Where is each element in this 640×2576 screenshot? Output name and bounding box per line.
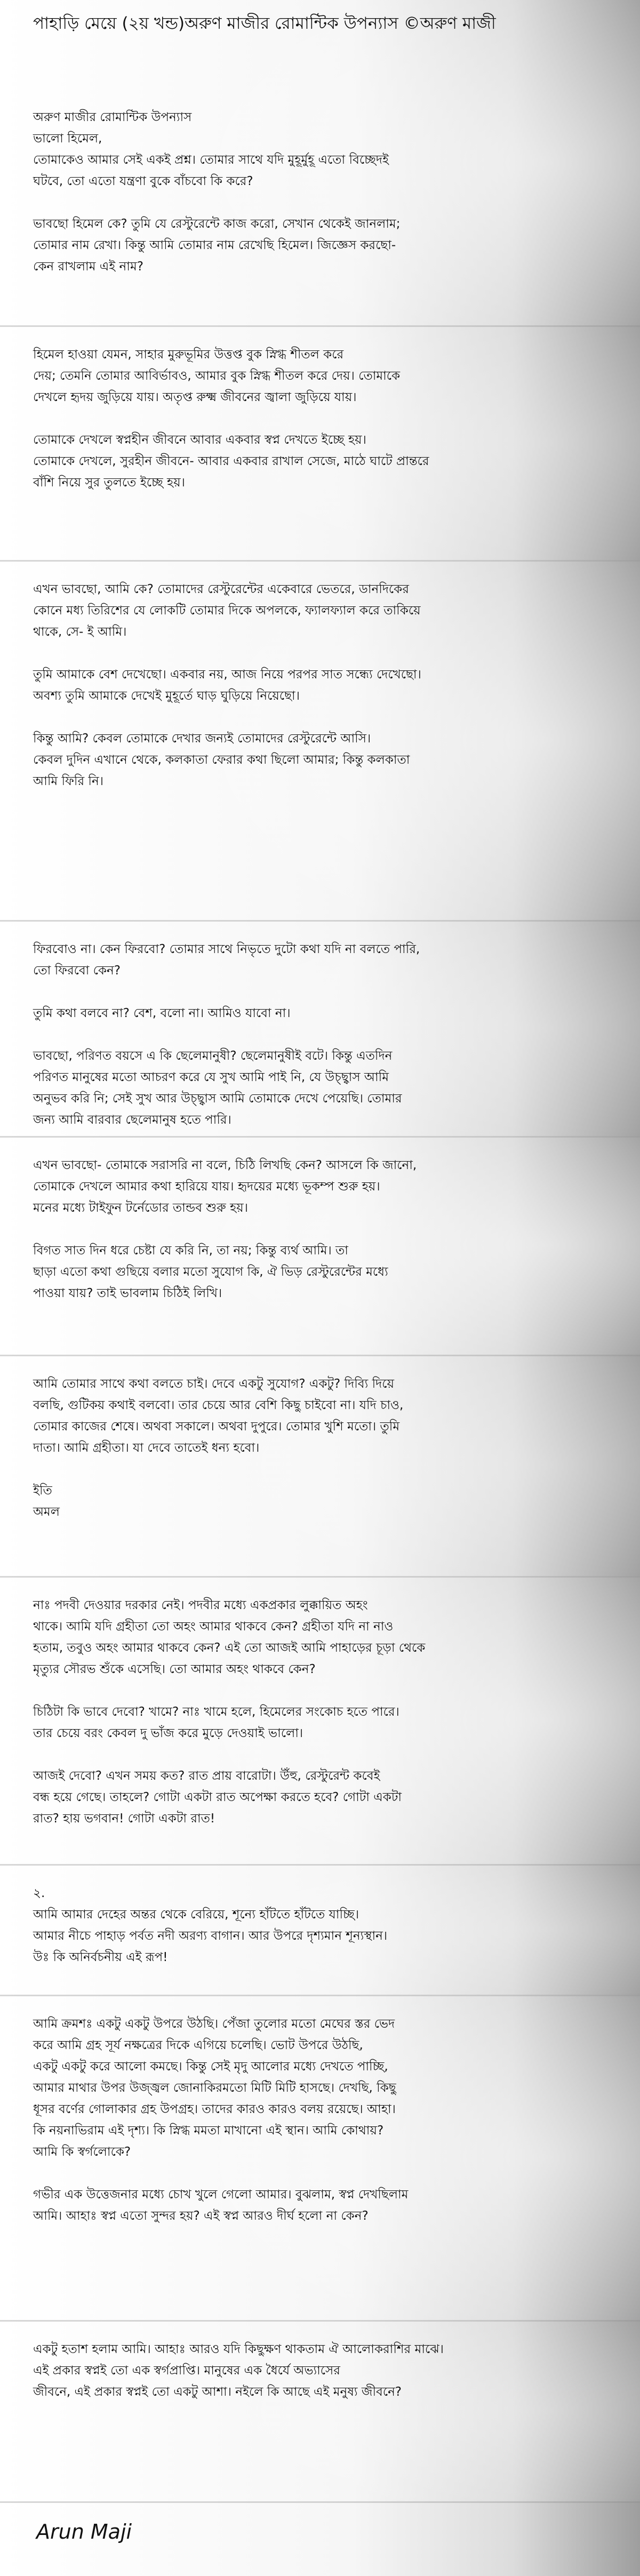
text-section [33,2339,609,2403]
paragraph: অরুণ মাজীর রোমান্টিক উপন্যাস ভালো হিমেল, তোমাকেও আমার সেই একই প্রশ্ন। তোমার সাথে যদি মুহূর্মুহূ এতো বিচ্ছেদই ঘটবে, তো এতো যন্ত্রণা বুকে বাঁচবো কি করে? [33,110,389,188]
paragraph: হিমেল হাওয়া যেমন, সাহার মুরুভূমির উত্তপ্ত বুক স্নিগ্ধ শীতল করে দেয়; তেমনি তোমার আবির্ভাবও, আমার বুক স্নিগ্ধ শীতল করে দেয়। তোমাকে দেখলে হৃদয় জুড়িয়ে যায়। অতৃপ্ত রুক্ষ্ম জীবনের জ্বালা জুড়িয়ে যায়। [33,348,401,404]
paragraph: চিঠিটা কি ভাবে দেবো? খামে? নাঃ খামে হলে, হিমেলের সংকোচ হতে পারে। তার চেয়ে বরং কেবল দু ভাঁজ করে মুড়ে দেওয়াই ভালো। [33,1705,399,1740]
paragraph: ভাবছো, পরিণত বয়সে এ কি ছেলেমানুষী? ছেলেমানুষীই বটে। কিন্তু এতদিন পরিণত মানুষের মতো আচরণ করে যে সুখ আমি পাই নি, যে উচ্ছ্বাস আমি অনুভব করি নি; সেই সুখ আর উচ্ছ্বাস আমি তোমাকে দেখে পেয়েছি। তোমার জন্য আমি বারবার ছেলেমানুষ হতে পারি। [33,1049,402,1127]
paragraph: গভীর এক উত্তেজনার মধ্যে চোখ খুলে গেলো আমার। বুঝলাম, স্বপ্ন দেখছিলাম আমি। আহাঃ স্বপ্ন এতো সুন্দর হয়? এই স্বপ্ন আরও দীর্ঘ হলো না কেন? [33,2188,409,2223]
text-section [33,107,609,277]
author-signature: Arun Maji [36,2520,132,2543]
paragraph: তোমাকে দেখলে স্বপ্নহীন জীবনে আবার একবার স্বপ্ন দেখতে ইচ্ছে হয়। তোমাকে দেখলে, সুরহীন জীবনে- আবার একবার রাখাল সেজে, মাঠে ঘাটে প্রান্তরে বাঁশি নিয়ে সুর তুলতে ইচ্ছে হয়। [33,433,429,490]
paragraph: আমি তোমার সাথে কথা বলতে চাই। দেবে একটু সুযোগ? একটু? দিব্যি দিয়ে বলছি, গুটিকয় কথাই বলবো। তার চেয়ে আর বেশি কিছু চাইবো না। যদি চাও, তোমার কাজের শেষে। অথবা সকালে। অথবা দুপুরে। তোমার খুশি মতো। তুমি দাতা। আমি গ্রহীতা। যা দেবে তাতেই ধন্য হবো। [33,1377,404,1455]
paragraph: ভাবছো হিমেল কে? তুমি যে রেস্টুরেন্টে কাজ করো, সেখান থেকেই জানলাম; তোমার নাম রেখা। কিন্তু আমি তোমার নাম রেখেছি হিমেল। জিজ্ঞেস করছো- কেন রাখলাম এই নাম? [33,217,401,274]
page-title: পাহাড়ি মেয়ে (২য় খন্ড)অরুণ মাজীর রোমান্টিক উপন্যাস ©অরুণ মাজী [33,14,496,33]
paragraph: আমি ক্রমশঃ একটু একটু উপরে উঠছি। পেঁজা তুলোর মতো মেঘের স্তর ভেদ করে আমি গ্রহ সূর্য নক্ষত্রের দিকে এগিয়ে চলেছি। ভোট উপরে উঠছি, একটু একটু করে আলো কমছে। কিন্তু সেই মৃদু আলোর মধ্যে দেখতে পাচ্ছি, আমার মাথার উপর উজ্জ্বল জোনাকিরমতো মিটি মিটি হাসছে। দেখছি, কিছু ধূসর বর্ণের গোলাকার গ্রহ উপগ্রহ। তাদের কারও কারও বলয় রয়েছে। আহা। কি নয়নাভিরাম এই দৃশ্য। কি স্নিগ্ধ মমতা মাখানো এই স্থান। আমি কোথায়? আমি কি স্বর্গলোকে? [33,2017,396,2159]
paragraph: বিগত সাত দিন ধরে চেষ্টা যে করি নি, তা নয়; কিন্তু ব্যর্থ আমি। তা ছাড়া এতো কথা গুছিয়ে বলার মতো সুযোগ কি, ঐ ভিড় রেস্টুরেন্টের মধ্যে পাওয়া যায়? তাই ভাবলাম চিঠিই লিখি। [33,1244,388,1300]
text-section [33,1155,609,1304]
paragraph: নাঃ পদবী দেওয়ার দরকার নেই। পদবীর মধ্যে একপ্রকার লুক্কায়িত অহং থাকে। আমি যদি গ্রহীতা তো অহং আমার থাকবে কেন? গ্রহীতা যদি না নাও হতাম, তবুও অহং আমার থাকবে কেন? এই তো আজই আমি পাহাড়ের চূড়া থেকে মৃত্যুর সৌরভ শুঁকে এসেছি। তো আমার অহং থাকবে কেন? [33,1598,426,1676]
text-section [33,2013,609,2227]
paragraph: ফিরবোও না। কেন ফিরবো? তোমার সাথে নিভৃতে দুটো কথা যদি না বলতে পারি, তো ফিরবো কেন? [33,942,420,978]
text-section [33,1883,609,1968]
paragraph: আজই দেবো? এখন সময় কত? রাত প্রায় বারোটা। উঁহু, রেস্টুরেন্ট কবেই বন্ধ হয়ে গেছে। তাহলে? গোটা একটা রাত অপেক্ষা করতে হবে? গোটা একটা রাত? হায় ভগবান! গোটা একটা রাত! [33,1769,402,1826]
text-section [33,939,609,1131]
paragraph: কিন্তু আমি? কেবল তোমাকে দেখার জন্যই তোমাদের রেস্টুরেন্টে আসি। কেবল দুদিন এখানে থেকে, কলকাতা ফেরার কথা ছিলো আমার; কিন্তু কলকাতা আমি ফিরি নি। [33,732,410,788]
paragraph: ইতি অমল [33,1484,60,1519]
paragraph: তুমি কথা বলবে না? বেশ, বলো না। আমিও যাবো না। [33,1006,291,1020]
paragraph: তুমি আমাকে বেশ দেখেছো। একবার নয়, আজ নিয়ে পরপর সাত সন্ধ্যে দেখেছো। অবশ্য তুমি আমাকে দেখেই মুহূর্তে ঘাড় ঘুড়িয়ে নিয়েছো। [33,668,421,703]
text-section [33,579,609,792]
paragraph: এখন ভাবছো- তোমাকে সরাসরি না বলে, চিঠি লিখছি কেন? আসলে কি জানো, তোমাকে দেখলে আমার কথা হারিয়ে যায়। হৃদয়ের মধ্যে ভূকম্প শুরু হয়। মনের মধ্যে টাইফুন টর্নেডোর তান্ডব শুরু হয়। [33,1158,417,1215]
paragraph: একটু হতাশ হলাম আমি। আহাঃ আরও যদি কিছুক্ষণ থাকতাম ঐ আলোকরাশির মাঝে। এই প্রকার স্বপ্নই তো এক স্বর্গপ্রাপ্তি। মানুষের এক ধৈর্যে অভ্যাসের জীবনে, এই প্রকার স্বপ্নই তো একটু আশা। নইলে কি আছে এই মনুষ্য জীবনে? [33,2342,444,2399]
text-section [33,344,609,493]
paragraph: ২. আমি আমার দেহের অন্তর থেকে বেরিয়ে, শূন্যে হাঁটতে হাঁটতে যাচ্ছি। আমার নীচে পাহাড় পর্বত নদী অরণ্য বাগান। আর উপরে দৃশ্যমান শূন্যস্থান। উঃ কি অনির্বচনীয় এই রূপ! [33,1886,388,1964]
paragraph: এখন ভাবছো, আমি কে? তোমাদের রেস্টুরেন্টের একেবারে ভেতরে, ডানদিকের কোনে মধ্য তিরিশের যে লোকটি তোমার দিকে অপলকে, ফ্যালফ্যাল করে তাকিয়ে থাকে, সে- ই আমি। [33,582,421,639]
text-section [33,1373,609,1523]
text-section [33,1595,609,1829]
